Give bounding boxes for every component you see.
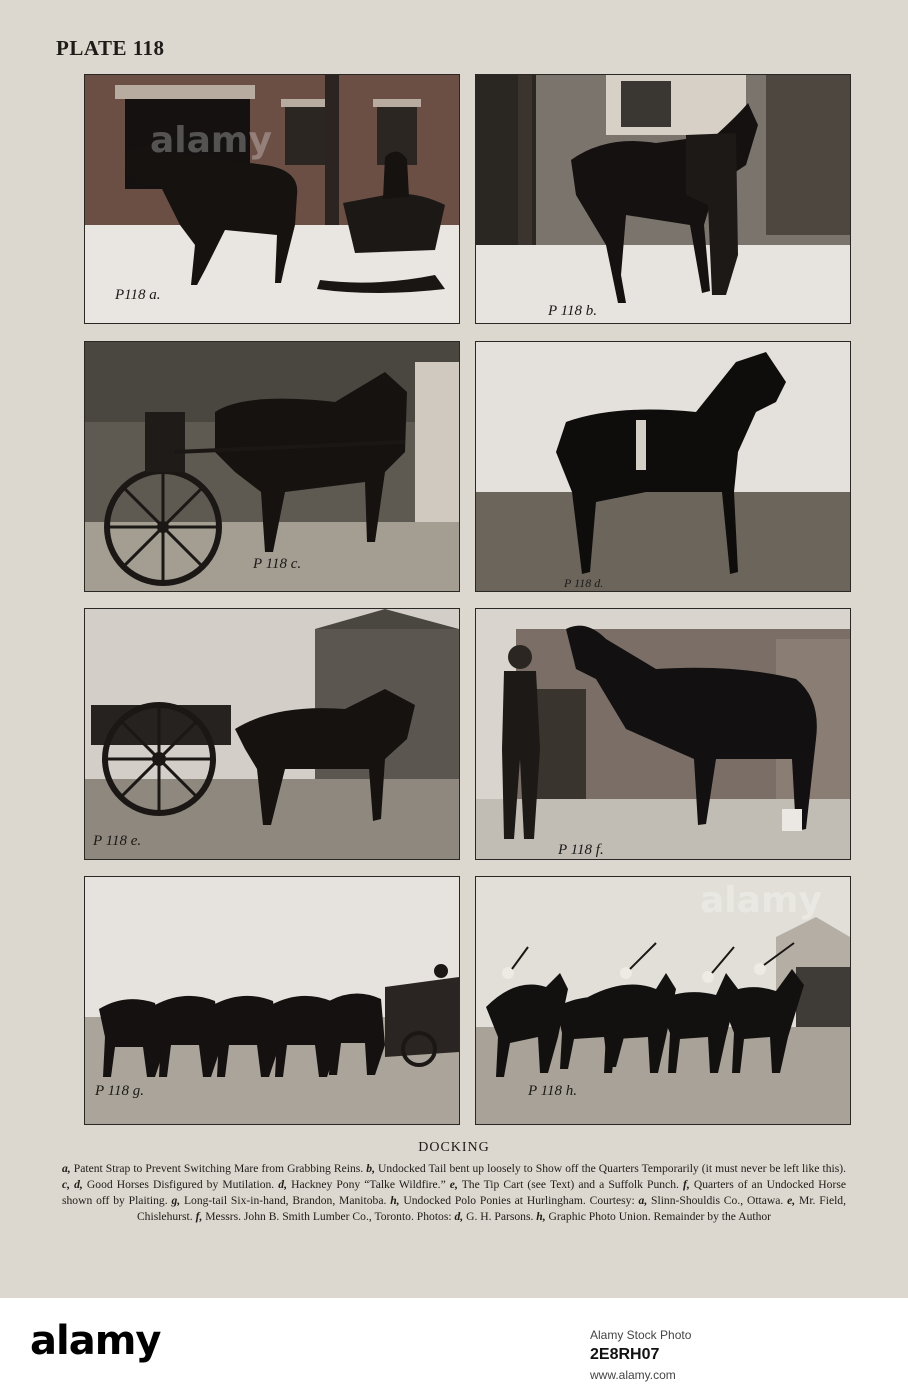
caption-segment: Undocked Polo Ponies at Hurlingham. Courtesy:: [399, 1194, 639, 1207]
photo-b-saddled-horse: [475, 74, 851, 324]
caption-key: a,: [638, 1194, 648, 1207]
caption-key: h,: [390, 1194, 400, 1207]
photo-f-draft-horse: [475, 608, 851, 860]
caption-key: c, d,: [62, 1178, 83, 1191]
photo-f-tag: P 118 f.: [558, 842, 604, 858]
caption-heading: DOCKING: [418, 1140, 490, 1155]
caption-key: e,: [787, 1194, 796, 1207]
image-id: 2E8RH07: [590, 1346, 660, 1363]
photo-b-tag: P 118 b.: [548, 303, 598, 319]
photo-h-tag: P 118 h.: [528, 1083, 578, 1099]
caption-key: d,: [278, 1178, 287, 1191]
alamy-logo: alamy: [30, 1318, 161, 1364]
caption-key: d,: [454, 1210, 464, 1223]
caption-key: a,: [62, 1162, 71, 1175]
caption-segment: Long-tail Six-in-hand, Brandon, Manitoba.: [180, 1194, 391, 1207]
watermark-site: www.alamy.com: [590, 1368, 676, 1382]
photo-d-hackney-pony: [475, 341, 851, 592]
photo-a-horse-sleigh: [84, 74, 460, 324]
caption-segment: Quarters of an Undocked Horse shown off by Plaiting.: [62, 1178, 846, 1207]
caption-segment: Graphic Photo Union. Remainder by the Author: [545, 1210, 772, 1223]
caption-key: f,: [682, 1178, 690, 1191]
photo-c-horse-cart: [84, 341, 460, 592]
caption-segment: The Tip Cart (see Text) and a Suffolk Punch.: [457, 1178, 683, 1191]
photo-a-tag: P118 a.: [115, 287, 161, 303]
caption-segment: Hackney Pony “Talke Wildfire.”: [287, 1178, 450, 1191]
caption-key: h,: [536, 1210, 546, 1223]
plate-title: PLATE 118: [56, 36, 165, 60]
photo-c-tag: P 118 c.: [253, 556, 302, 572]
caption-segment: Messrs. John B. Smith Lumber Co., Toronto. Photos:: [202, 1210, 455, 1223]
caption-segment: Good Horses Disfigured by Mutilation.: [82, 1178, 279, 1191]
watermark-overlay-2: alamy: [700, 880, 822, 921]
caption-segment: Undocked Tail bent up loosely to Show off the Quarters Temporarily (it must never be left like this).: [374, 1162, 846, 1175]
caption-key: e,: [449, 1178, 458, 1191]
photo-e-tip-cart: [84, 608, 460, 860]
photo-e-tag: P 118 e.: [93, 833, 142, 849]
caption-key: g,: [171, 1194, 181, 1207]
caption-segment: Slinn-Shouldis Co., Ottawa.: [647, 1194, 788, 1207]
caption-text: [62, 1161, 846, 1225]
photo-d-tag: P 118 d.: [564, 576, 604, 590]
caption-segment: G. H. Parsons.: [463, 1210, 537, 1223]
caption-key: b,: [366, 1162, 375, 1175]
caption-segment: Mr. Field, Chislehurst.: [136, 1194, 847, 1223]
caption-segment: Patent Strap to Prevent Switching Mare from Grabbing Reins.: [70, 1162, 367, 1175]
photo-g-six-in-hand: [84, 876, 460, 1125]
watermark-overlay: alamy: [150, 120, 272, 161]
caption-key: f,: [195, 1210, 203, 1223]
photo-g-tag: P 118 g.: [95, 1083, 145, 1099]
watermark-label: Alamy Stock Photo: [590, 1328, 692, 1342]
